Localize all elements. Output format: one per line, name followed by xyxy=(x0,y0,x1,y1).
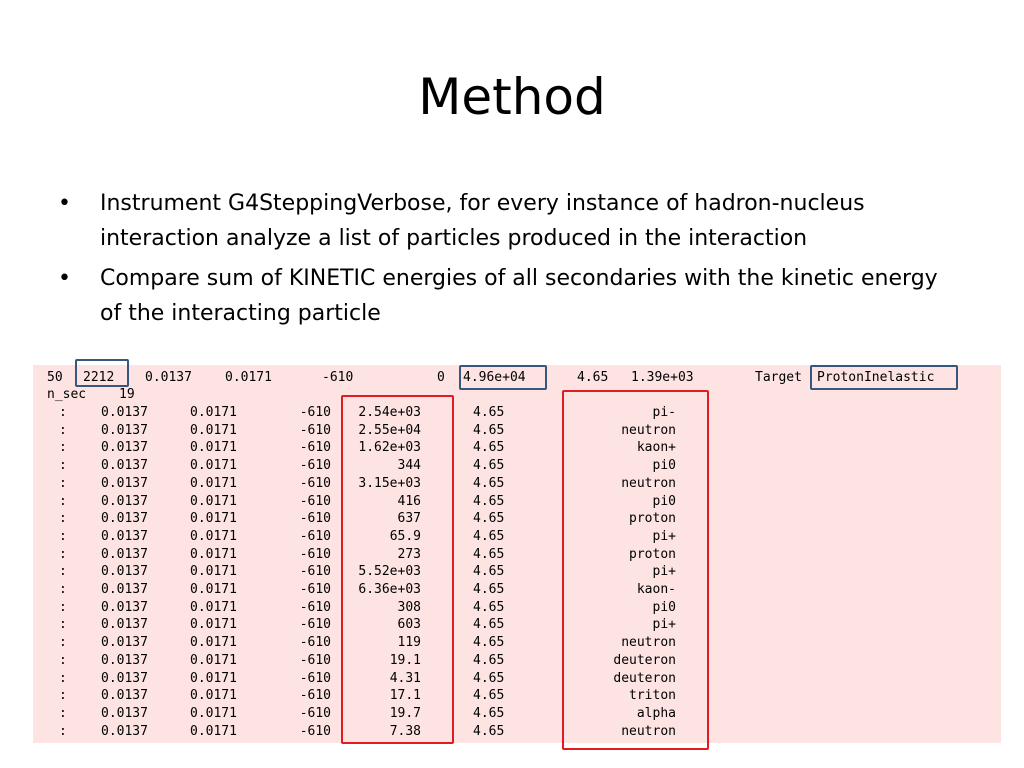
row-particle-name: pi- xyxy=(652,405,676,420)
row-y: 0.0171 xyxy=(190,582,237,597)
row-z: -610 xyxy=(299,688,331,704)
slide-title: Method xyxy=(418,68,606,126)
row-z: -610 xyxy=(299,582,331,597)
step-number: 50 xyxy=(47,370,63,385)
row-particle-name: proton xyxy=(629,546,676,562)
verbose-output-panel xyxy=(33,365,1001,743)
row-kinetic-energy: 637 xyxy=(397,511,421,527)
row-kinetic-energy: 6.36e+03 xyxy=(358,582,421,597)
row-kinetic-energy: 119 xyxy=(397,635,421,651)
bullet-item xyxy=(58,186,958,256)
row-x: 0.0137 xyxy=(101,546,148,562)
row-z: -610 xyxy=(299,670,331,686)
table-row xyxy=(33,563,1001,581)
row-t: 4.65 xyxy=(473,670,505,686)
row-separator: : xyxy=(59,670,67,686)
table-row xyxy=(33,723,1001,741)
row-separator: : xyxy=(59,582,67,597)
row-t: 4.65 xyxy=(473,475,505,491)
row-particle-name: pi+ xyxy=(652,564,676,580)
row-x: 0.0137 xyxy=(101,599,148,615)
row-t: 4.65 xyxy=(473,652,505,668)
row-y: 0.0171 xyxy=(190,511,237,527)
row-x: 0.0137 xyxy=(101,405,148,420)
nsec-label: n_sec xyxy=(47,387,87,402)
row-particle-name: pi0 xyxy=(652,599,676,615)
row-y: 0.0171 xyxy=(190,493,237,509)
row-z: -610 xyxy=(299,705,331,721)
row-separator: : xyxy=(59,528,67,544)
row-kinetic-energy: 65.9 xyxy=(389,528,421,544)
row-y: 0.0171 xyxy=(190,652,237,668)
row-separator: : xyxy=(59,723,67,739)
row-z: -610 xyxy=(299,635,331,651)
row-z: -610 xyxy=(299,528,331,544)
row-z: -610 xyxy=(299,723,331,739)
row-separator: : xyxy=(59,440,67,456)
row-particle-name: alpha xyxy=(636,705,676,721)
row-t: 4.65 xyxy=(473,458,505,474)
process-highlight-box xyxy=(810,365,958,390)
row-separator: : xyxy=(59,617,67,633)
bullet-list xyxy=(58,186,958,336)
row-t: 4.65 xyxy=(473,582,505,597)
table-row xyxy=(33,581,1001,599)
row-x: 0.0137 xyxy=(101,617,148,633)
table-row xyxy=(33,546,1001,564)
row-separator: : xyxy=(59,688,67,704)
row-z: -610 xyxy=(299,599,331,615)
row-z: -610 xyxy=(299,422,331,438)
row-x: 0.0137 xyxy=(101,440,148,456)
row-particle-name: neutron xyxy=(621,635,676,651)
row-t: 4.65 xyxy=(473,493,505,509)
row-z: -610 xyxy=(299,405,331,420)
row-x: 0.0137 xyxy=(101,458,148,474)
table-row xyxy=(33,422,1001,440)
row-x: 0.0137 xyxy=(101,670,148,686)
row-kinetic-energy: 1.62e+03 xyxy=(358,440,421,456)
row-t: 4.65 xyxy=(473,564,505,580)
row-kinetic-energy: 603 xyxy=(397,617,421,633)
row-particle-name: neutron xyxy=(621,475,676,491)
row-y: 0.0171 xyxy=(190,528,237,544)
row-particle-name: deuteron xyxy=(613,670,676,686)
row-particle-name: pi0 xyxy=(652,493,676,509)
row-x: 0.0137 xyxy=(101,493,148,509)
row-x: 0.0137 xyxy=(101,723,148,739)
row-x: 0.0137 xyxy=(101,635,148,651)
row-t: 4.65 xyxy=(473,528,505,544)
row-y: 0.0171 xyxy=(190,422,237,438)
row-x: 0.0137 xyxy=(101,582,148,597)
row-t: 4.65 xyxy=(473,617,505,633)
row-x: 0.0137 xyxy=(101,688,148,704)
row-kinetic-energy: 2.54e+03 xyxy=(358,405,421,420)
row-kinetic-energy: 273 xyxy=(397,546,421,562)
row-particle-name: pi+ xyxy=(652,617,676,633)
bullet-dot: • xyxy=(58,191,71,216)
bullet-text: Instrument G4SteppingVerbose, for every instance of hadron-nucleus interaction analyze a list of particles produced in the interaction xyxy=(100,191,865,251)
row-y: 0.0171 xyxy=(190,405,237,420)
row-particle-name: neutron xyxy=(621,422,676,438)
table-row xyxy=(33,634,1001,652)
table-row xyxy=(33,439,1001,457)
header-v2: 1.39e+03 xyxy=(631,370,694,385)
row-y: 0.0171 xyxy=(190,705,237,721)
row-t: 4.65 xyxy=(473,723,505,739)
row-particle-name: pi+ xyxy=(652,528,676,544)
row-y: 0.0171 xyxy=(190,688,237,704)
row-t: 4.65 xyxy=(473,422,505,438)
row-separator: : xyxy=(59,475,67,491)
row-t: 4.65 xyxy=(473,705,505,721)
table-row xyxy=(33,475,1001,493)
row-kinetic-energy: 17.1 xyxy=(389,688,421,704)
row-t: 4.65 xyxy=(473,440,505,456)
row-y: 0.0171 xyxy=(190,564,237,580)
row-t: 4.65 xyxy=(473,688,505,704)
row-particle-name: kaon- xyxy=(636,582,676,597)
bullet-item xyxy=(58,261,958,331)
row-z: -610 xyxy=(299,564,331,580)
row-particle-name: proton xyxy=(629,511,676,527)
row-y: 0.0171 xyxy=(190,723,237,739)
row-separator: : xyxy=(59,599,67,615)
row-x: 0.0137 xyxy=(101,475,148,491)
row-separator: : xyxy=(59,546,67,562)
primary-energy: 4.96e+04 xyxy=(463,370,526,385)
row-x: 0.0137 xyxy=(101,705,148,721)
row-t: 4.65 xyxy=(473,405,505,420)
row-z: -610 xyxy=(299,475,331,491)
table-row xyxy=(33,510,1001,528)
row-separator: : xyxy=(59,511,67,527)
row-z: -610 xyxy=(299,440,331,456)
row-separator: : xyxy=(59,422,67,438)
header-x: 0.0137 xyxy=(145,370,192,385)
row-y: 0.0171 xyxy=(190,635,237,651)
row-x: 0.0137 xyxy=(101,528,148,544)
row-y: 0.0171 xyxy=(190,599,237,615)
row-y: 0.0171 xyxy=(190,670,237,686)
row-separator: : xyxy=(59,635,67,651)
row-kinetic-energy: 5.52e+03 xyxy=(358,564,421,580)
row-kinetic-energy: 3.15e+03 xyxy=(358,475,421,491)
row-t: 4.65 xyxy=(473,511,505,527)
table-row xyxy=(33,493,1001,511)
row-kinetic-energy: 19.7 xyxy=(389,705,421,721)
row-z: -610 xyxy=(299,493,331,509)
target-label: Target xyxy=(755,370,802,385)
table-row xyxy=(33,404,1001,422)
table-row xyxy=(33,616,1001,634)
row-kinetic-energy: 2.55e+04 xyxy=(358,422,421,438)
row-t: 4.65 xyxy=(473,546,505,562)
row-separator: : xyxy=(59,493,67,509)
row-particle-name: neutron xyxy=(621,723,676,739)
row-particle-name: pi0 xyxy=(652,458,676,474)
row-kinetic-energy: 7.38 xyxy=(389,723,421,739)
kinetic-energy-highlight-box xyxy=(341,395,454,744)
row-z: -610 xyxy=(299,617,331,633)
row-z: -610 xyxy=(299,458,331,474)
row-particle-name: triton xyxy=(629,688,676,704)
row-y: 0.0171 xyxy=(190,440,237,456)
bullet-dot: • xyxy=(58,266,71,291)
row-particle-name: deuteron xyxy=(613,652,676,668)
table-row xyxy=(33,599,1001,617)
particle-names-highlight-box xyxy=(562,390,709,750)
process-name: ProtonInelastic xyxy=(817,370,935,385)
table-row xyxy=(33,687,1001,705)
energy-highlight-box xyxy=(459,365,547,390)
particle-pdg: 2212 xyxy=(83,370,115,385)
row-y: 0.0171 xyxy=(190,546,237,562)
row-x: 0.0137 xyxy=(101,652,148,668)
header-y: 0.0171 xyxy=(225,370,272,385)
row-x: 0.0137 xyxy=(101,511,148,527)
row-separator: : xyxy=(59,564,67,580)
row-y: 0.0171 xyxy=(190,617,237,633)
row-separator: : xyxy=(59,652,67,668)
row-particle-name: kaon+ xyxy=(636,440,676,456)
header-z: -610 xyxy=(322,370,354,385)
row-t: 4.65 xyxy=(473,635,505,651)
table-row xyxy=(33,528,1001,546)
row-separator: : xyxy=(59,705,67,721)
row-kinetic-energy: 4.31 xyxy=(389,670,421,686)
table-row xyxy=(33,670,1001,688)
pdg-highlight-box xyxy=(75,359,129,387)
row-separator: : xyxy=(59,458,67,474)
bullet-text: Compare sum of KINETIC energies of all secondaries with the kinetic energy of the interacting particle xyxy=(100,266,938,326)
row-x: 0.0137 xyxy=(101,422,148,438)
row-kinetic-energy: 416 xyxy=(397,493,421,509)
row-x: 0.0137 xyxy=(101,564,148,580)
row-z: -610 xyxy=(299,546,331,562)
table-row xyxy=(33,652,1001,670)
row-kinetic-energy: 19.1 xyxy=(389,652,421,668)
row-z: -610 xyxy=(299,652,331,668)
header-zero: 0 xyxy=(437,370,445,385)
row-separator: : xyxy=(59,405,67,420)
nsec-value: 19 xyxy=(119,387,135,402)
row-kinetic-energy: 344 xyxy=(397,458,421,474)
table-row xyxy=(33,705,1001,723)
row-kinetic-energy: 308 xyxy=(397,599,421,615)
row-t: 4.65 xyxy=(473,599,505,615)
row-y: 0.0171 xyxy=(190,475,237,491)
row-z: -610 xyxy=(299,511,331,527)
header-v1: 4.65 xyxy=(577,370,609,385)
row-y: 0.0171 xyxy=(190,458,237,474)
table-row xyxy=(33,457,1001,475)
